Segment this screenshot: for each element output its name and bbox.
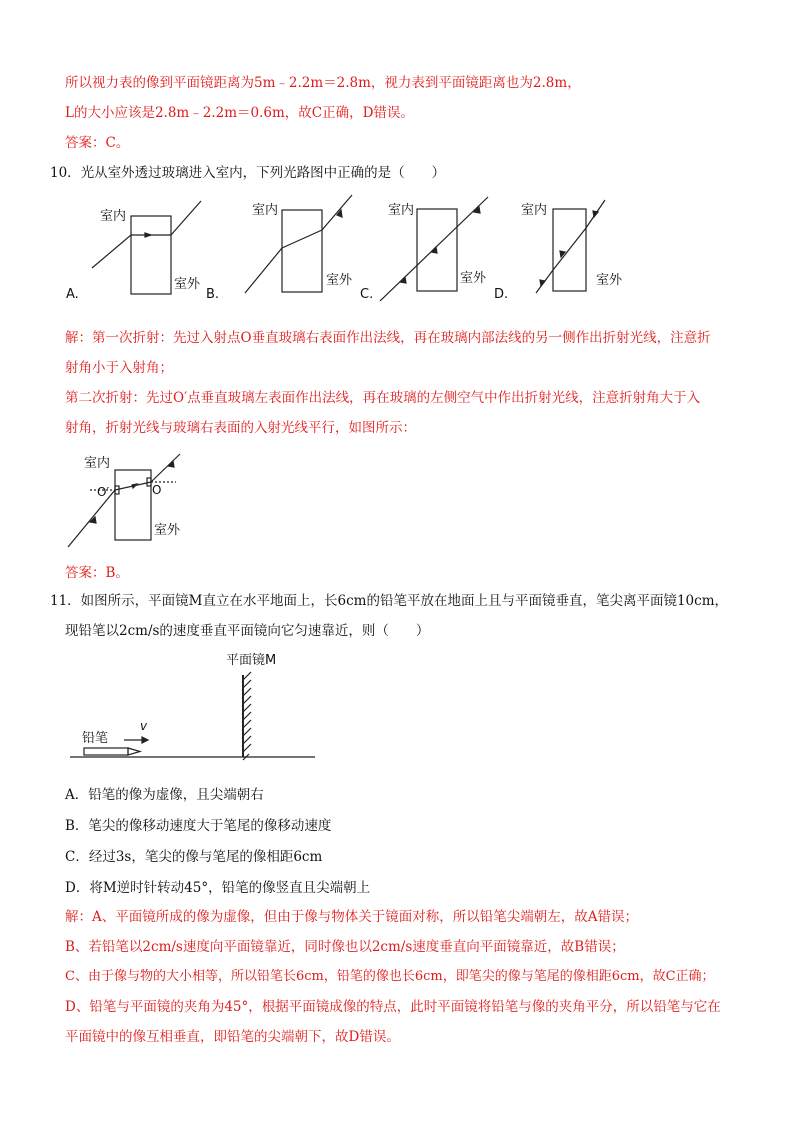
label-indoor: 室内 [252, 203, 279, 218]
q10-option-diagrams [0, 190, 800, 310]
label-o-prime: O′ [97, 485, 110, 499]
solution-line: 所以视力表的像到平面镜距离为5m﹣2.2m＝2.8m，视力表到平面镜距离也为2.8m， [65, 75, 581, 91]
answer-text: 答案：C。 [65, 135, 130, 151]
label-outdoor: 室外 [154, 523, 181, 538]
question-11-stem: 11．如图所示，平面镜M直立在水平地面上，长6cm的铅笔平放在地面上且与平面镜垂直，笔尖离平面镜10cm， [50, 593, 728, 609]
option-a: A．铅笔的像为虚像，且尖端朝右 [65, 787, 264, 803]
option-b: B．笔尖的像移动速度大于笔尾的像移动速度 [65, 818, 332, 834]
label-outdoor: 室外 [174, 277, 201, 292]
label-indoor: 室内 [100, 209, 127, 224]
label-indoor: 室内 [388, 203, 415, 218]
solution-line: 解：A、平面镜所成的像为虚像，但由于像与物体关于镜面对称，所以铅笔尖端朝左，故A错误； [65, 909, 638, 925]
option-b-label: B. [206, 287, 220, 302]
solution-line: D、铅笔与平面镜的夹角为45°，根据平面镜成像的特点，此时平面镜将铅笔与像的夹角平分，所以铅笔与它在 [65, 999, 721, 1015]
label-indoor: 室内 [84, 456, 111, 471]
solution-line: L的大小应该是2.8m﹣2.2m＝0.6m，故C正确，D错误。 [65, 105, 414, 121]
option-c-label: C. [360, 287, 374, 302]
label-outdoor: 室外 [326, 273, 353, 288]
pencil-label: 铅笔 [82, 731, 109, 746]
solution-line: 射角，折射光线与玻璃右表面的入射光线平行，如图所示： [65, 420, 416, 436]
q10-solution-diagram [60, 450, 200, 555]
velocity-label: v [140, 719, 148, 733]
label-outdoor: 室外 [596, 273, 623, 288]
solution-line: B、若铅笔以2cm/s速度向平面镜靠近，同时像也以2cm/s速度垂直向平面镜靠近，故B错误； [65, 939, 625, 955]
solution-line: 第二次折射：先过O′点垂直玻璃左表面作出法线，再在玻璃的左侧空气中作出折射光线，注意折射角大于入 [65, 390, 701, 406]
solution-line: 平面镜中的像互相垂直，即铅笔的尖端朝下，故D错误。 [65, 1029, 400, 1045]
option-d: D．将M逆时针转动45°，铅笔的像竖直且尖端朝上 [65, 880, 371, 896]
solution-line: 解：第一次折射：先过入射点O垂直玻璃右表面作出法线，再在玻璃内部法线的另一侧作出折射光线，注意折 [65, 330, 711, 346]
solution-line: 射角小于入射角； [65, 360, 173, 376]
option-d-label: D. [494, 287, 509, 302]
label-o: O [152, 483, 162, 497]
answer-text: 答案：B。 [65, 565, 129, 581]
label-indoor: 室内 [521, 203, 548, 218]
question-11-stem: 现铅笔以2cm/s的速度垂直平面镜向它匀速靠近，则（ ） [65, 623, 430, 639]
option-c: C．经过3s，笔尖的像与笔尾的像相距6cm [65, 849, 323, 865]
option-a-label: A. [66, 287, 79, 302]
mirror-label: 平面镜M [226, 653, 277, 668]
q11-figure [60, 650, 350, 765]
question-10-stem: 10．光从室外透过玻璃进入室内，下列光路图中正确的是（ ） [50, 165, 446, 181]
label-outdoor: 室外 [460, 271, 487, 286]
solution-line: C、由于像与物的大小相等，所以铅笔长6cm，铅笔的像也长6cm，即笔尖的像与笔尾的像相距6cm，故C正确； [65, 969, 715, 984]
